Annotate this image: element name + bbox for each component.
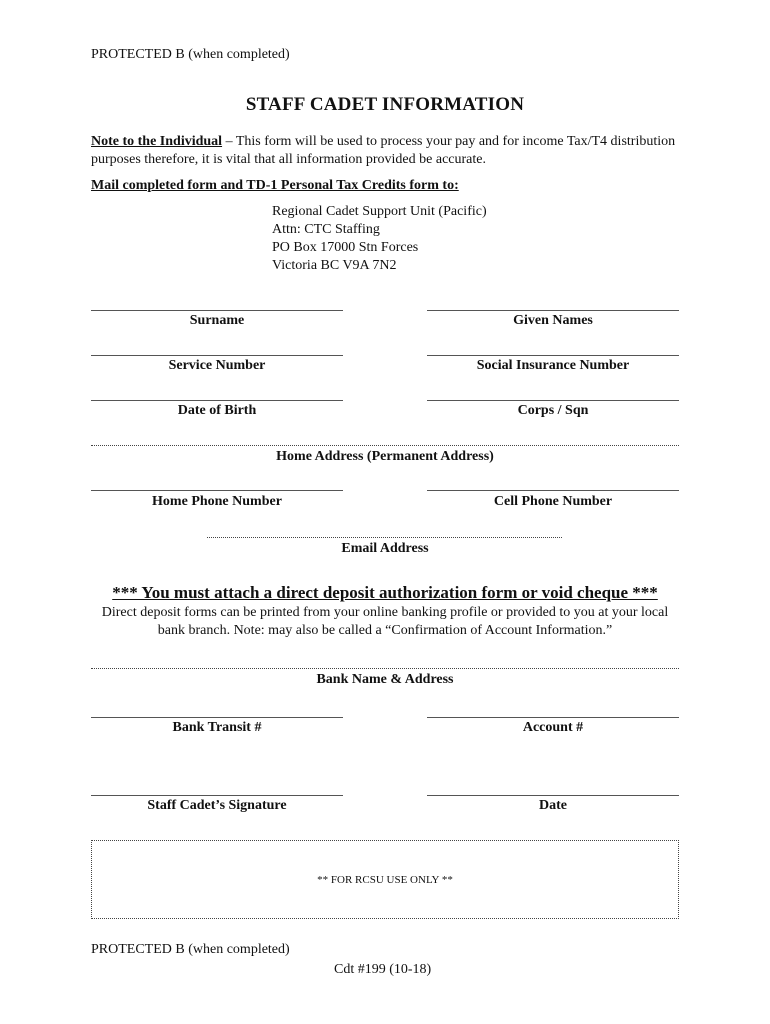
bank-transit-input-line[interactable] xyxy=(91,717,343,718)
bank-name-address-input-line[interactable] xyxy=(91,668,679,669)
rcsu-use-only-box xyxy=(91,840,679,919)
address-line-3: PO Box 17000 Stn Forces xyxy=(272,240,419,255)
mail-heading: Mail completed form and TD-1 Personal Tax Credits form to: xyxy=(91,178,459,193)
address-line-1: Regional Cadet Support Unit (Pacific) xyxy=(272,204,487,219)
bank-name-address-label: Bank Name & Address xyxy=(316,672,454,687)
service-number-label: Service Number xyxy=(168,358,266,373)
cell-phone-label: Cell Phone Number xyxy=(493,494,613,509)
given-names-label: Given Names xyxy=(513,313,593,328)
date-input-line[interactable] xyxy=(427,795,679,796)
protected-marking-top: PROTECTED B (when completed) xyxy=(91,47,290,62)
signature-label: Staff Cadet’s Signature xyxy=(147,798,287,813)
dob-label: Date of Birth xyxy=(177,403,257,418)
address-line-2: Attn: CTC Staffing xyxy=(272,222,380,237)
note-text: – This form will be used to process your pay and for income Tax/T4 distribution purposes therefore, it is vital that all information provided be accurate. xyxy=(91,134,676,167)
signature-input-line[interactable] xyxy=(91,795,343,796)
mailing-address xyxy=(272,203,487,275)
home-address-label: Home Address (Permanent Address) xyxy=(276,449,494,464)
dob-input-line[interactable] xyxy=(91,400,343,401)
direct-deposit-text: Direct deposit forms can be printed from your online banking profile or provided to you at your local bank branch. Note: may also be called a “Confirmation of Account Information.” xyxy=(101,605,669,638)
form-title: STAFF CADET INFORMATION xyxy=(245,94,525,115)
surname-input-line[interactable] xyxy=(91,310,343,311)
bank-transit-label: Bank Transit # xyxy=(172,720,262,735)
sin-input-line[interactable] xyxy=(427,355,679,356)
home-address-input-line[interactable] xyxy=(91,445,679,446)
form-number: Cdt #199 (10-18) xyxy=(334,962,432,977)
direct-deposit-heading-text: *** You must attach a direct deposit authorization form or void cheque *** xyxy=(112,583,658,602)
email-input-line[interactable] xyxy=(207,537,562,538)
corps-sqn-input-line[interactable] xyxy=(427,400,679,401)
cell-phone-input-line[interactable] xyxy=(427,490,679,491)
account-number-label: Account # xyxy=(522,720,584,735)
home-phone-input-line[interactable] xyxy=(91,490,343,491)
date-label: Date xyxy=(539,798,567,813)
home-phone-label: Home Phone Number xyxy=(152,494,282,509)
corps-sqn-label: Corps / Sqn xyxy=(517,403,589,418)
note-to-individual xyxy=(91,133,691,169)
account-number-input-line[interactable] xyxy=(427,717,679,718)
email-label: Email Address xyxy=(341,541,429,556)
address-line-4: Victoria BC V9A 7N2 xyxy=(272,258,397,273)
note-lead: Note to the Individual xyxy=(91,134,223,149)
rcsu-use-only-label: ** FOR RCSU USE ONLY ** xyxy=(317,874,453,886)
given-names-input-line[interactable] xyxy=(427,310,679,311)
direct-deposit-heading xyxy=(0,583,770,603)
surname-label: Surname xyxy=(189,313,245,328)
sin-label: Social Insurance Number xyxy=(476,358,630,373)
service-number-input-line[interactable] xyxy=(91,355,343,356)
protected-marking-bottom: PROTECTED B (when completed) xyxy=(91,942,290,957)
